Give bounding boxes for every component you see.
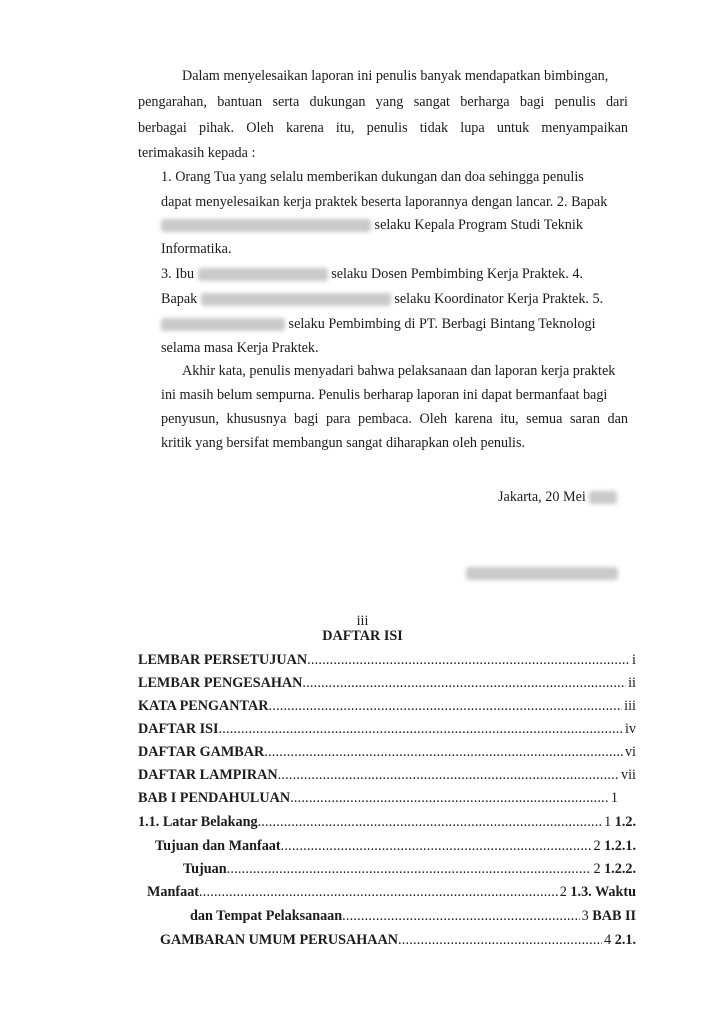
toc-label: Tujuan bbox=[183, 861, 227, 877]
toc-label: dan Tempat Pelaksanaan bbox=[190, 908, 343, 924]
toc-dots bbox=[258, 812, 603, 832]
toc-label: DAFTAR GAMBAR bbox=[138, 744, 265, 760]
toc-page: 2 bbox=[593, 838, 601, 854]
toc-dots bbox=[398, 930, 602, 950]
place-date-text: Jakarta, 20 Mei bbox=[498, 489, 586, 505]
toc-dots bbox=[219, 719, 623, 739]
redacted-signer bbox=[466, 567, 618, 580]
redacted-name bbox=[201, 293, 391, 306]
toc-next-label: 1.3. Waktu bbox=[570, 884, 636, 900]
toc-page: 2 bbox=[593, 861, 601, 877]
redacted-name bbox=[161, 318, 285, 331]
ack-list-line-8: selama masa Kerja Praktek. bbox=[161, 340, 319, 356]
ack-list-line-2: dapat menyelesaikan kerja praktek beserta laporannya dengan lancar. 2. Bapak bbox=[161, 194, 608, 210]
ack-list-line-4: Informatika. bbox=[161, 241, 232, 257]
toc-wrapped-line bbox=[190, 906, 636, 926]
toc-dots bbox=[342, 906, 579, 926]
toc-next-label: 1.2.2. bbox=[604, 861, 636, 877]
toc-label: KATA PENGANTAR bbox=[138, 698, 269, 714]
toc-dots bbox=[278, 765, 619, 785]
closing-line-4: kritik yang bersifat membangun sangat diharapkan oleh penulis. bbox=[161, 435, 526, 451]
toc-page: iv bbox=[624, 721, 636, 737]
ack-list-line-3-text: selaku Kepala Program Studi Teknik bbox=[374, 217, 583, 233]
toc-entry bbox=[138, 765, 636, 785]
ack-list-line-6 bbox=[161, 289, 603, 309]
toc-dots bbox=[302, 673, 626, 693]
ack-line-2: pengarahan, bantuan serta dukungan yang sangat berharga bagi penulis dari bbox=[138, 94, 628, 110]
ack-list-line-7 bbox=[161, 314, 596, 334]
toc-page: i bbox=[632, 652, 636, 668]
ack-list-line-5-end: selaku Dosen Pembimbing Kerja Praktek. 4. bbox=[331, 266, 583, 282]
toc-wrapped-line bbox=[138, 812, 636, 832]
ack-list-line-5 bbox=[161, 264, 583, 284]
toc-page: iii bbox=[624, 698, 636, 714]
redacted-name bbox=[198, 268, 328, 281]
ack-line-3: berbagai pihak. Oleh karena itu, penulis tidak lupa untuk menyampaikan bbox=[138, 120, 628, 136]
ack-line-1: Dalam menyelesaikan laporan ini penulis banyak mendapatkan bimbingan, bbox=[182, 68, 609, 84]
closing-line-1: Akhir kata, penulis menyadari bahwa pelaksanaan dan laporan kerja praktek bbox=[182, 363, 616, 379]
toc-label: 1.1. Latar Belakang bbox=[138, 814, 258, 830]
toc-entry bbox=[138, 673, 636, 693]
redacted-year bbox=[589, 491, 617, 504]
toc-dots bbox=[290, 788, 609, 808]
toc-page: 3 bbox=[581, 908, 589, 924]
toc-label: Tujuan dan Manfaat bbox=[155, 838, 281, 854]
toc-entry bbox=[138, 719, 636, 739]
toc-label: GAMBARAN UMUM PERUSAHAAN bbox=[160, 932, 399, 948]
ack-line-4: terimakasih kepada : bbox=[138, 145, 256, 161]
toc-page: ii bbox=[628, 675, 636, 691]
toc-label: BAB I PENDAHULUAN bbox=[138, 790, 291, 806]
toc-label: LEMBAR PENGESAHAN bbox=[138, 675, 303, 691]
ack-list-line-6-start: Bapak bbox=[161, 291, 198, 307]
toc-title: DAFTAR ISI bbox=[322, 628, 403, 644]
toc-next-label: 1.2. bbox=[614, 814, 636, 830]
ack-list-line-1: 1. Orang Tua yang selalu memberikan dukungan dan doa sehingga penulis bbox=[161, 169, 584, 185]
toc-wrapped-line bbox=[155, 836, 636, 856]
toc-entry bbox=[138, 788, 618, 808]
toc-entry bbox=[138, 650, 636, 670]
ack-list-line-6-end: selaku Koordinator Kerja Praktek. 5. bbox=[394, 291, 604, 307]
toc-page: vii bbox=[621, 767, 636, 783]
ack-list-line-7-text: selaku Pembimbing di PT. Berbagi Bintang Teknologi bbox=[288, 316, 596, 332]
toc-label: DAFTAR LAMPIRAN bbox=[138, 767, 278, 783]
toc-page: 1 bbox=[604, 814, 612, 830]
toc-next-label: BAB II bbox=[592, 908, 636, 924]
closing-line-3: penyusun, khususnya bagi para pembaca. Oleh karena itu, semua saran dan bbox=[161, 411, 628, 427]
toc-label: LEMBAR PERSETUJUAN bbox=[138, 652, 308, 668]
toc-wrapped-line bbox=[160, 930, 636, 950]
toc-dots bbox=[281, 836, 592, 856]
toc-page: 1 bbox=[610, 790, 618, 806]
toc-entry bbox=[138, 696, 636, 716]
toc-wrapped-line bbox=[147, 882, 636, 902]
toc-dots bbox=[199, 882, 558, 902]
toc-label: Manfaat bbox=[147, 884, 200, 900]
toc-dots bbox=[268, 696, 622, 716]
toc-page: 2 bbox=[559, 884, 567, 900]
ack-list-line-3 bbox=[161, 215, 583, 235]
redacted-name bbox=[161, 219, 371, 232]
toc-entry bbox=[138, 742, 636, 762]
toc-page: 4 bbox=[604, 932, 612, 948]
toc-next-label: 2.1. bbox=[614, 932, 636, 948]
signature-name bbox=[466, 563, 618, 583]
toc-dots bbox=[227, 859, 592, 879]
page-number: iii bbox=[356, 613, 369, 629]
toc-label: DAFTAR ISI bbox=[138, 721, 219, 737]
toc-next-label: 1.2.1. bbox=[604, 838, 636, 854]
ack-list-line-5-start: 3. Ibu bbox=[161, 266, 195, 282]
closing-line-2: ini masih belum sempurna. Penulis berharap laporan ini dapat bermanfaat bagi bbox=[161, 387, 608, 403]
toc-dots bbox=[264, 742, 623, 762]
toc-page: vi bbox=[624, 744, 636, 760]
place-date bbox=[498, 487, 617, 507]
toc-wrapped-line bbox=[183, 859, 636, 879]
toc-dots bbox=[307, 650, 630, 670]
